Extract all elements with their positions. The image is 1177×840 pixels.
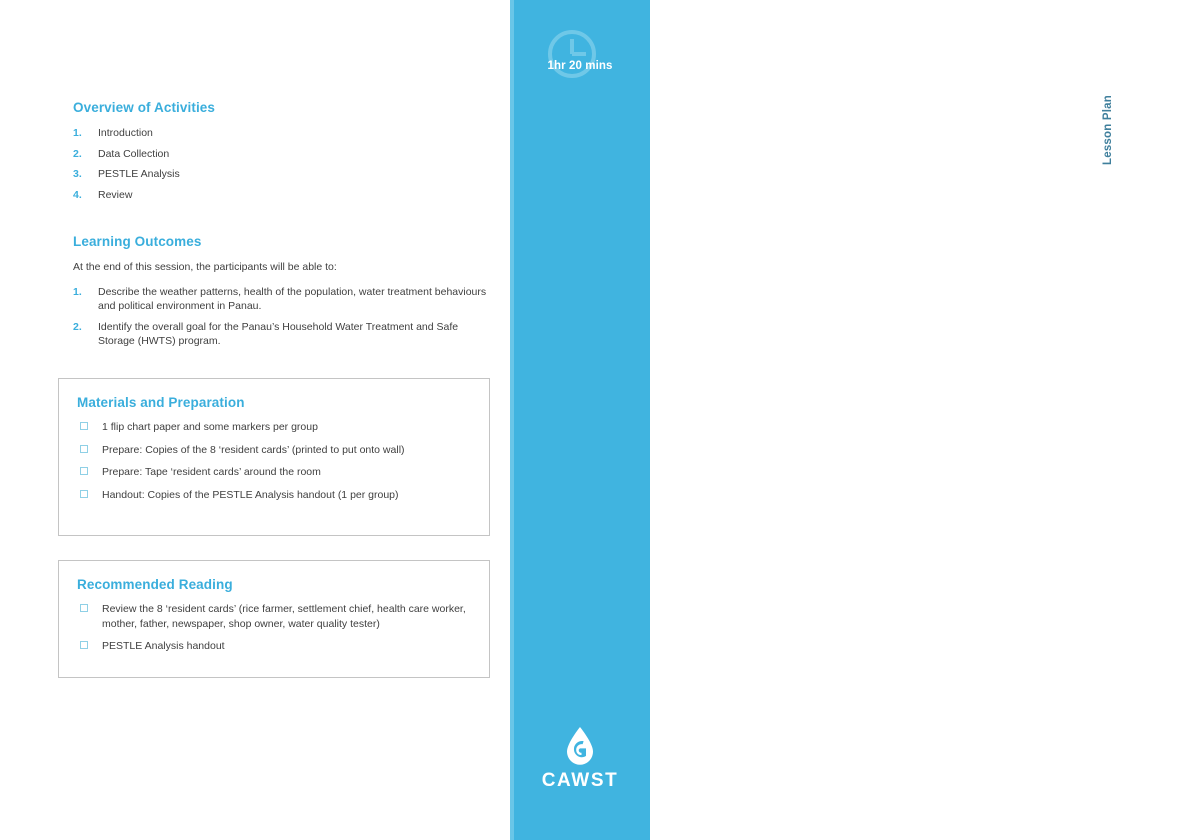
clock-icon xyxy=(544,26,600,82)
learning-outcomes-intro: At the end of this session, the participants will be able to: xyxy=(73,261,337,273)
list-item-number: 4. xyxy=(73,188,82,201)
list-item xyxy=(73,285,493,314)
recommended-reading-panel xyxy=(58,560,490,678)
list-item xyxy=(73,167,493,182)
duration-label: 1hr 20 mins xyxy=(547,60,613,72)
checkbox-icon[interactable] xyxy=(80,445,88,453)
list-item xyxy=(77,602,471,631)
list-item-label: Identify the overall goal for the Panau’s Household Water Treatment and Safe Storage (HWTS) program. xyxy=(98,320,459,347)
list-item xyxy=(73,147,493,162)
lesson-plan-kicker: Lesson Plan xyxy=(1102,95,1114,165)
learning-outcomes-heading: Learning Outcomes xyxy=(73,234,202,249)
checkbox-icon[interactable] xyxy=(80,467,88,475)
overview-heading: Overview of Activities xyxy=(73,100,216,115)
sidebar-edge-stripe xyxy=(510,0,514,840)
list-item-label: Data Collection xyxy=(98,147,170,160)
list-item-number: 3. xyxy=(73,168,82,180)
cawst-logo xyxy=(510,726,650,792)
list-item xyxy=(77,639,471,654)
list-item xyxy=(73,320,493,349)
list-item xyxy=(77,420,471,435)
list-item-label: Handout: Copies of the PESTLE Analysis handout (1 per group) xyxy=(102,488,399,501)
list-item-label: 1 flip chart paper and some markers per group xyxy=(102,421,318,433)
list-item-label: Review the 8 ‘resident cards’ (rice farmer, settlement chief, health care worker, mother, father, newspaper, shop owner, water quality tester) xyxy=(102,603,466,630)
list-item-number: 2. xyxy=(73,320,82,333)
sidebar xyxy=(510,0,1176,840)
checkbox-icon[interactable] xyxy=(80,490,88,498)
list-item-label: PESTLE Analysis handout xyxy=(102,640,225,652)
list-item xyxy=(77,465,471,480)
materials-heading: Materials and Preparation xyxy=(77,395,245,410)
checkbox-icon[interactable] xyxy=(80,422,88,430)
checkbox-icon[interactable] xyxy=(80,604,88,612)
materials-panel xyxy=(58,378,490,536)
list-item-label: Describe the weather patterns, health of the population, water treatment behaviours and political environment in Panau. xyxy=(98,285,487,312)
recommended-reading-heading: Recommended Reading xyxy=(77,577,233,592)
list-item xyxy=(73,126,493,141)
list-item-label: PESTLE Analysis xyxy=(98,168,180,180)
list-item-number: 1. xyxy=(73,127,82,139)
water-droplet-icon xyxy=(563,726,597,766)
learning-outcomes-section xyxy=(73,234,493,355)
checkbox-icon[interactable] xyxy=(80,641,88,649)
list-item-label: Review xyxy=(98,188,133,201)
list-item-label: Prepare: Copies of the 8 ‘resident cards’ (printed to put onto wall) xyxy=(102,443,405,456)
document-title: Panau HWTS Program Design xyxy=(1150,76,1176,400)
list-item-label: Introduction xyxy=(98,127,153,139)
list-item-number: 2. xyxy=(73,147,82,160)
list-item xyxy=(77,443,471,458)
list-item-number: 1. xyxy=(73,285,82,298)
list-item-label: Prepare: Tape ‘resident cards’ around the room xyxy=(102,466,321,478)
cawst-logo-text: CAWST xyxy=(541,770,619,791)
list-item xyxy=(73,188,493,203)
learning-outcomes-list xyxy=(73,285,493,349)
list-item xyxy=(77,488,471,503)
overview-section xyxy=(73,100,493,208)
recommended-reading-list xyxy=(77,602,471,654)
overview-list xyxy=(73,126,493,202)
materials-list xyxy=(77,420,471,502)
